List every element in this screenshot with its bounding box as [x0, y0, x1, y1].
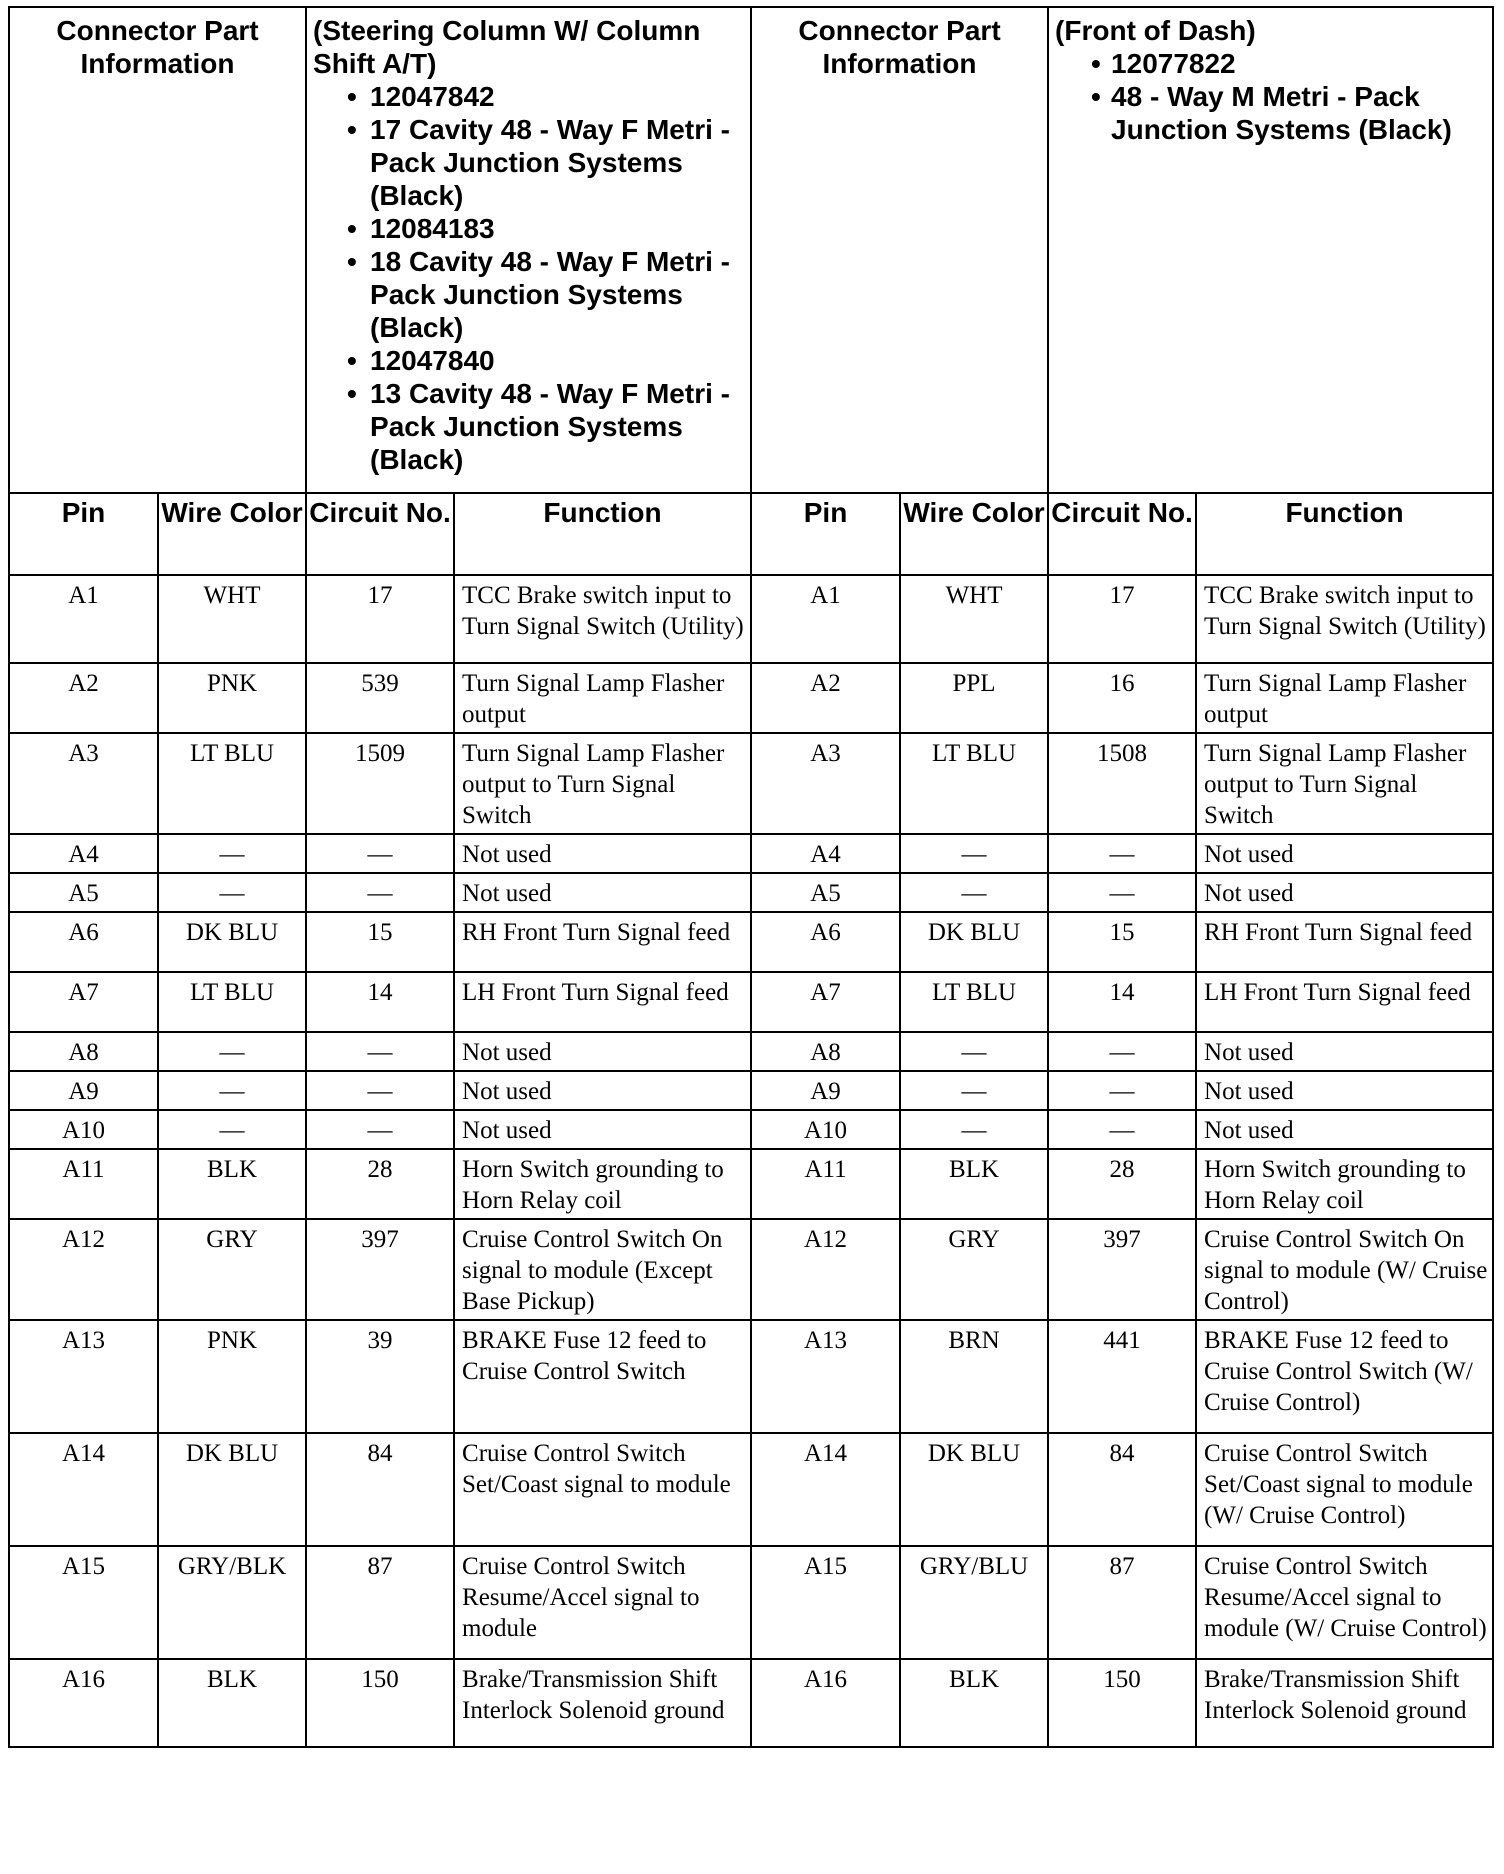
left-connector-title: (Steering Column W/ Column Shift A/T) [313, 15, 701, 79]
left-function-cell: Not used [454, 1032, 751, 1071]
left-pin-cell: A14 [9, 1433, 158, 1546]
right-pin-cell: A3 [751, 733, 900, 834]
right-wire-cell: GRY/BLU [900, 1546, 1048, 1659]
left-function-cell: Not used [454, 873, 751, 912]
right-function-cell: Turn Signal Lamp Flasher output to Turn Signal Switch [1196, 733, 1493, 834]
right-circuit-cell: 441 [1048, 1320, 1196, 1433]
left-circuit-cell: — [306, 1110, 454, 1149]
left-function-cell: Cruise Control Switch Resume/Accel signal to module [454, 1546, 751, 1659]
table-row [9, 912, 1493, 972]
left-circuit-cell: 14 [306, 972, 454, 1032]
right-wire-cell: — [900, 1071, 1048, 1110]
right-wire-cell: BLK [900, 1659, 1048, 1747]
table-row [9, 1219, 1493, 1320]
left-connector-part-item: • 18 Cavity 48 - Way F Metri - Pack Junction Systems (Black) [313, 245, 746, 344]
column-header-pin: Pin [751, 493, 900, 575]
left-pin-cell: A1 [9, 575, 158, 663]
right-circuit-cell: 28 [1048, 1149, 1196, 1219]
right-pin-cell: A5 [751, 873, 900, 912]
left-wire-cell: — [158, 873, 306, 912]
right-function-cell: Brake/Transmission Shift Interlock Solenoid ground [1196, 1659, 1493, 1747]
left-circuit-cell: 39 [306, 1320, 454, 1433]
right-function-cell: Cruise Control Switch Resume/Accel signal to module (W/ Cruise Control) [1196, 1546, 1493, 1659]
right-circuit-cell: — [1048, 873, 1196, 912]
right-circuit-cell: 14 [1048, 972, 1196, 1032]
table-row [9, 733, 1493, 834]
left-wire-cell: — [158, 1071, 306, 1110]
left-connector-part-item: • 12084183 [313, 212, 746, 245]
left-function-cell: Horn Switch grounding to Horn Relay coil [454, 1149, 751, 1219]
connector-pinout-sheet [8, 6, 1492, 1748]
left-circuit-cell: 397 [306, 1219, 454, 1320]
right-wire-cell: — [900, 834, 1048, 873]
left-connector-part-item: • 12047842 [313, 80, 746, 113]
right-pin-cell: A7 [751, 972, 900, 1032]
table-row [9, 972, 1493, 1032]
right-function-cell: BRAKE Fuse 12 feed to Cruise Control Switch (W/ Cruise Control) [1196, 1320, 1493, 1433]
right-function-cell: Not used [1196, 873, 1493, 912]
column-header-pin: Pin [9, 493, 158, 575]
right-circuit-cell: 1508 [1048, 733, 1196, 834]
left-pin-cell: A6 [9, 912, 158, 972]
left-function-cell: LH Front Turn Signal feed [454, 972, 751, 1032]
left-wire-cell: GRY [158, 1219, 306, 1320]
left-function-cell: Not used [454, 1110, 751, 1149]
table-row [9, 1320, 1493, 1433]
right-connector-part-list [1055, 47, 1488, 146]
left-pin-cell: A11 [9, 1149, 158, 1219]
right-wire-cell: DK BLU [900, 1433, 1048, 1546]
left-function-cell: Turn Signal Lamp Flasher output to Turn Signal Switch [454, 733, 751, 834]
right-wire-cell: WHT [900, 575, 1048, 663]
right-pin-cell: A1 [751, 575, 900, 663]
left-circuit-cell: — [306, 1032, 454, 1071]
right-function-cell: Turn Signal Lamp Flasher output [1196, 663, 1493, 733]
right-function-cell: LH Front Turn Signal feed [1196, 972, 1493, 1032]
left-connector-info [306, 7, 751, 493]
column-header-function: Function [1196, 493, 1493, 575]
column-header-circuit-no: Circuit No. [306, 493, 454, 575]
column-header-wire-color: Wire Color [900, 493, 1048, 575]
left-function-cell: BRAKE Fuse 12 feed to Cruise Control Switch [454, 1320, 751, 1433]
table-row [9, 1433, 1493, 1546]
left-wire-cell: DK BLU [158, 912, 306, 972]
left-pin-cell: A10 [9, 1110, 158, 1149]
right-function-cell: Not used [1196, 1071, 1493, 1110]
column-header-function: Function [454, 493, 751, 575]
right-connector-part-item: • 12077822 [1055, 47, 1488, 80]
right-circuit-cell: 16 [1048, 663, 1196, 733]
right-pin-cell: A14 [751, 1433, 900, 1546]
right-wire-cell: LT BLU [900, 972, 1048, 1032]
left-function-cell: Cruise Control Switch On signal to module (Except Base Pickup) [454, 1219, 751, 1320]
right-connector-title: (Front of Dash) [1055, 15, 1256, 46]
left-function-cell: RH Front Turn Signal feed [454, 912, 751, 972]
left-circuit-cell: 539 [306, 663, 454, 733]
table-row [9, 1546, 1493, 1659]
right-circuit-cell: — [1048, 1110, 1196, 1149]
right-function-cell: Not used [1196, 834, 1493, 873]
left-function-cell: Brake/Transmission Shift Interlock Solenoid ground [454, 1659, 751, 1747]
column-header-row [9, 493, 1493, 575]
table-row [9, 834, 1493, 873]
right-circuit-cell: 397 [1048, 1219, 1196, 1320]
left-function-cell: Not used [454, 1071, 751, 1110]
right-function-cell: Not used [1196, 1110, 1493, 1149]
right-connector-info [1048, 7, 1493, 493]
left-circuit-cell: 17 [306, 575, 454, 663]
right-function-cell: Cruise Control Switch Set/Coast signal to module (W/ Cruise Control) [1196, 1433, 1493, 1546]
left-wire-cell: — [158, 1032, 306, 1071]
left-wire-cell: LT BLU [158, 972, 306, 1032]
right-pin-cell: A11 [751, 1149, 900, 1219]
left-pin-cell: A9 [9, 1071, 158, 1110]
left-connector-part-item: • 12047840 [313, 344, 746, 377]
left-pin-cell: A15 [9, 1546, 158, 1659]
right-circuit-cell: 17 [1048, 575, 1196, 663]
left-circuit-cell: 87 [306, 1546, 454, 1659]
right-wire-cell: DK BLU [900, 912, 1048, 972]
right-pin-cell: A12 [751, 1219, 900, 1320]
table-row [9, 575, 1493, 663]
table-row [9, 1110, 1493, 1149]
table-row [9, 663, 1493, 733]
column-header-circuit-no: Circuit No. [1048, 493, 1196, 575]
table-row [9, 1032, 1493, 1071]
left-pin-cell: A16 [9, 1659, 158, 1747]
right-wire-cell: BLK [900, 1149, 1048, 1219]
left-circuit-cell: — [306, 873, 454, 912]
left-pin-cell: A5 [9, 873, 158, 912]
right-circuit-cell: 150 [1048, 1659, 1196, 1747]
left-circuit-cell: 28 [306, 1149, 454, 1219]
right-function-cell: RH Front Turn Signal feed [1196, 912, 1493, 972]
table-row [9, 1659, 1493, 1747]
left-pin-cell: A4 [9, 834, 158, 873]
left-wire-cell: — [158, 1110, 306, 1149]
right-wire-cell: — [900, 873, 1048, 912]
left-pin-cell: A12 [9, 1219, 158, 1320]
left-pin-cell: A8 [9, 1032, 158, 1071]
left-function-cell: Turn Signal Lamp Flasher output [454, 663, 751, 733]
right-circuit-cell: 84 [1048, 1433, 1196, 1546]
right-circuit-cell: — [1048, 1071, 1196, 1110]
right-circuit-cell: — [1048, 834, 1196, 873]
right-wire-cell: GRY [900, 1219, 1048, 1320]
right-pin-cell: A4 [751, 834, 900, 873]
left-circuit-cell: — [306, 834, 454, 873]
right-pin-cell: A16 [751, 1659, 900, 1747]
right-circuit-cell: 15 [1048, 912, 1196, 972]
right-connector-part-item: • 48 - Way M Metri - Pack Junction Systems (Black) [1055, 80, 1488, 146]
left-pin-cell: A7 [9, 972, 158, 1032]
right-pin-cell: A15 [751, 1546, 900, 1659]
left-wire-cell: PNK [158, 1320, 306, 1433]
left-circuit-cell: 84 [306, 1433, 454, 1546]
right-pin-cell: A2 [751, 663, 900, 733]
connector-pinout-table [8, 6, 1494, 1748]
right-function-cell: Not used [1196, 1032, 1493, 1071]
left-wire-cell: PNK [158, 663, 306, 733]
left-circuit-cell: — [306, 1071, 454, 1110]
right-wire-cell: — [900, 1032, 1048, 1071]
left-wire-cell: LT BLU [158, 733, 306, 834]
right-pin-cell: A10 [751, 1110, 900, 1149]
right-circuit-cell: 87 [1048, 1546, 1196, 1659]
left-wire-cell: WHT [158, 575, 306, 663]
left-pin-cell: A13 [9, 1320, 158, 1433]
left-circuit-cell: 15 [306, 912, 454, 972]
left-circuit-cell: 150 [306, 1659, 454, 1747]
connector-header-row [9, 7, 1493, 493]
left-function-cell: TCC Brake switch input to Turn Signal Switch (Utility) [454, 575, 751, 663]
right-connector-info-label: Connector Part Information [751, 7, 1048, 493]
left-connector-part-item: • 17 Cavity 48 - Way F Metri - Pack Junction Systems (Black) [313, 113, 746, 212]
table-row [9, 1149, 1493, 1219]
left-circuit-cell: 1509 [306, 733, 454, 834]
right-wire-cell: LT BLU [900, 733, 1048, 834]
right-circuit-cell: — [1048, 1032, 1196, 1071]
left-wire-cell: BLK [158, 1659, 306, 1747]
column-header-wire-color: Wire Color [158, 493, 306, 575]
left-function-cell: Not used [454, 834, 751, 873]
right-wire-cell: — [900, 1110, 1048, 1149]
table-row [9, 873, 1493, 912]
left-wire-cell: DK BLU [158, 1433, 306, 1546]
left-wire-cell: BLK [158, 1149, 306, 1219]
left-wire-cell: — [158, 834, 306, 873]
left-function-cell: Cruise Control Switch Set/Coast signal to module [454, 1433, 751, 1546]
left-pin-cell: A2 [9, 663, 158, 733]
right-pin-cell: A8 [751, 1032, 900, 1071]
left-pin-cell: A3 [9, 733, 158, 834]
right-wire-cell: PPL [900, 663, 1048, 733]
right-wire-cell: BRN [900, 1320, 1048, 1433]
left-connector-part-list [313, 80, 746, 476]
left-connector-info-label: Connector Part Information [9, 7, 306, 493]
right-function-cell: Cruise Control Switch On signal to module (W/ Cruise Control) [1196, 1219, 1493, 1320]
table-row [9, 1071, 1493, 1110]
right-pin-cell: A6 [751, 912, 900, 972]
right-pin-cell: A9 [751, 1071, 900, 1110]
left-connector-part-item: • 13 Cavity 48 - Way F Metri - Pack Junction Systems (Black) [313, 377, 746, 476]
pin-rows [9, 575, 1493, 1747]
right-pin-cell: A13 [751, 1320, 900, 1433]
left-wire-cell: GRY/BLK [158, 1546, 306, 1659]
right-function-cell: Horn Switch grounding to Horn Relay coil [1196, 1149, 1493, 1219]
right-function-cell: TCC Brake switch input to Turn Signal Switch (Utility) [1196, 575, 1493, 663]
